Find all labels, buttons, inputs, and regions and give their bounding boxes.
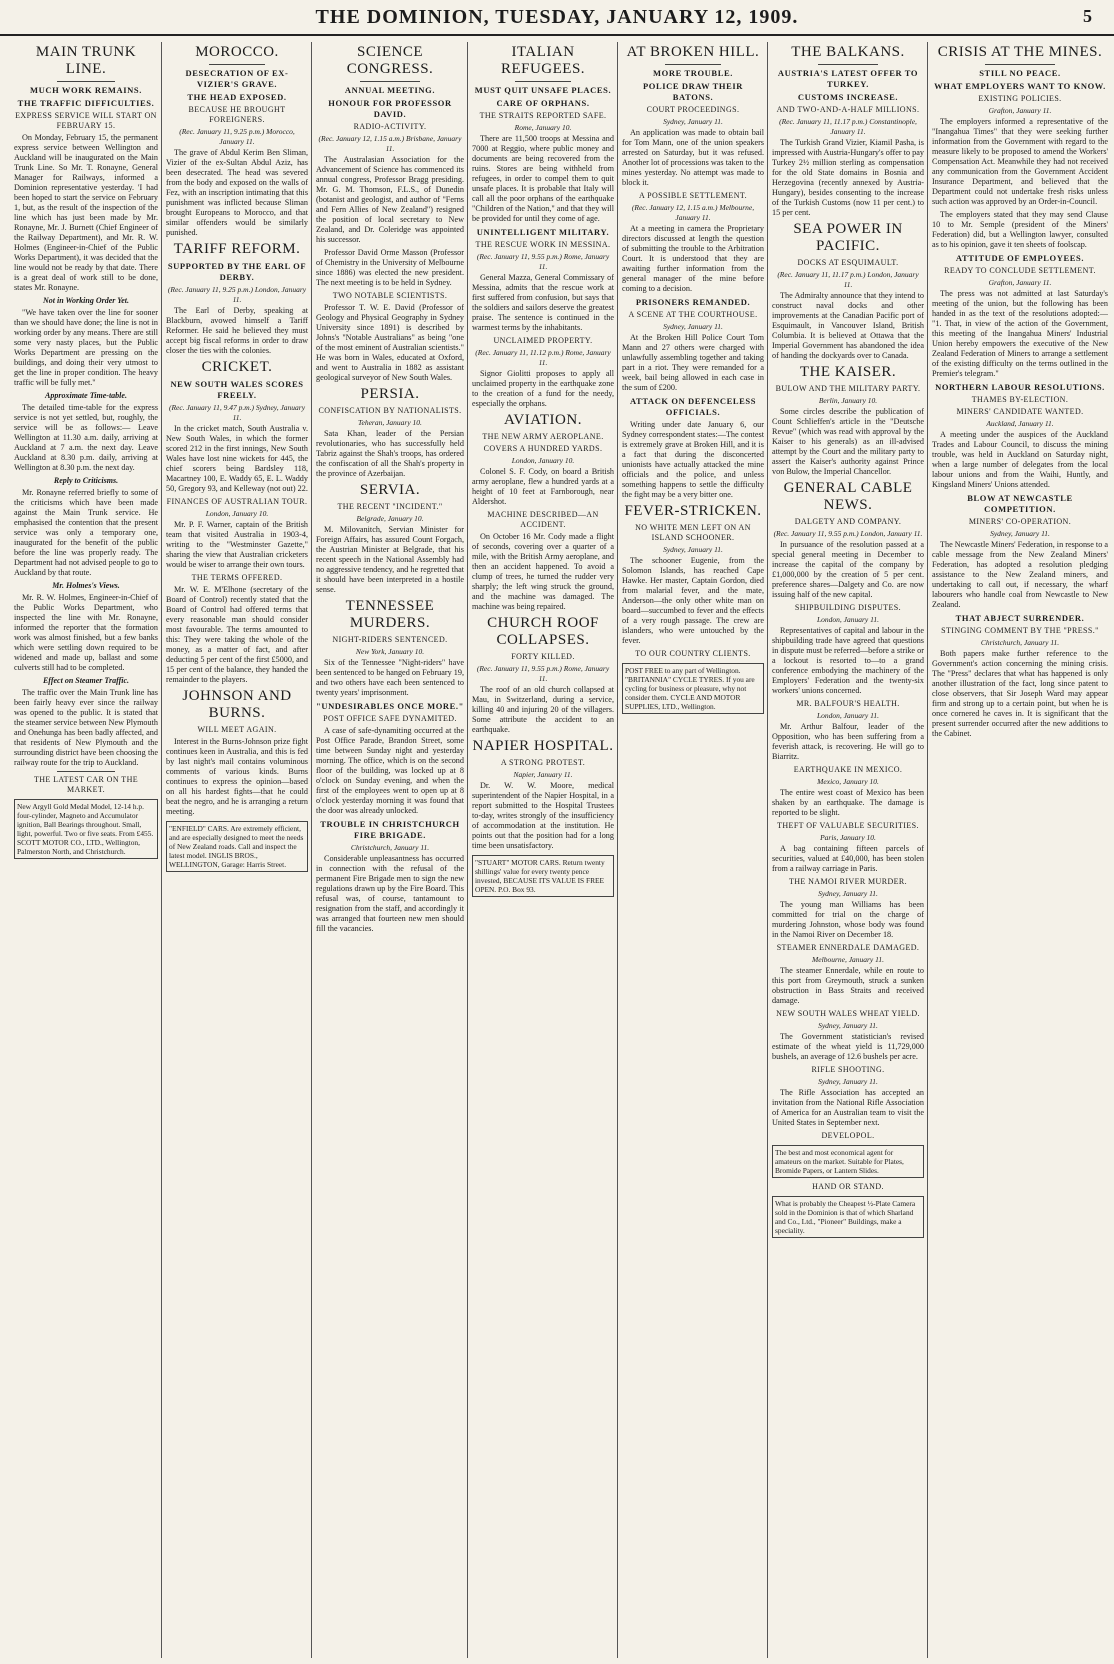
column-broken-hill xyxy=(622,42,764,1658)
paragraph: A meeting under the auspices of the Auckland Trades and Labour Council, to discuss the mining trouble, was held in Auckland on Saturday night, when a large number of delegates from the local labour unions and from the Waihi, Huntly, and Kingsland Miners' Unions attended. xyxy=(932,430,1108,489)
dateline: Grafton, January 11. xyxy=(988,106,1052,115)
paragraph: Six of the Tennessee "Night-riders" have been sentenced to be hanged on February 19, and two others have each been sentenced to twenty years' imprisonment. xyxy=(316,658,464,697)
subheading: ANNUAL MEETING. xyxy=(344,85,436,95)
paragraph: The Australasian Association for the Advancement of Science has commenced its annual congress, Professor Bragg presiding. Mr. G. M. Thomson, F.L.S., of Dunedin (botanist and geologist, and author of "Ferns and Fern Allies of New Zealand") resigned the position of local secretary to New Zealand, and Dr. Coleridge was appointed his successor. xyxy=(316,155,464,244)
paragraph: The Earl of Derby, speaking at Blackburn, avowed himself a Tariff Reformer. He said he believed they must accept big fiscal reforms in order to draw closer the ties with the colonies. xyxy=(166,306,308,355)
column-italian-refugees xyxy=(472,42,614,1658)
subheading: COVERS A HUNDRED YARDS. xyxy=(483,444,603,453)
divider xyxy=(985,64,1055,65)
subheading: THE TERMS OFFERED. xyxy=(191,573,283,582)
article-heading: CRICKET. xyxy=(201,359,273,375)
subheading: A POSSIBLE SETTLEMENT. xyxy=(639,191,747,200)
subheading: MACHINE DESCRIBED—AN ACCIDENT. xyxy=(487,510,599,529)
article-heading: TARIFF REFORM. xyxy=(173,241,301,257)
subheading: FORTY KILLED. xyxy=(511,652,575,661)
paragraph: An application was made to obtain bail for Tom Mann, one of the union speakers arrested on Saturday, but it was refused. Another lot of processions was taken to the mines yesterday. No attempt was made to block it. xyxy=(622,128,764,187)
subheading: MINERS' CO-OPERATION. xyxy=(968,517,1072,526)
subheading: THAT ABJECT SURRENDER. xyxy=(955,613,1085,623)
subheading: MUCH WORK REMAINS. xyxy=(30,85,142,95)
paragraph: Some circles describe the publication of Count Schlieffen's article in the "Deutsche Revue" (which was read with approval by the Kaiser to his generals) as an ill-advised attempt by the Court and the military party to assert the Kaiser's authority against Prince von Bulow, the Imperial Chancellor. xyxy=(772,407,924,476)
subheading: READY TO CONCLUDE SETTLEMENT. xyxy=(944,266,1096,275)
paragraph: A bag containing fifteen parcels of securities, valued at £40,000, has been stolen from a railway carriage in Paris. xyxy=(772,844,924,873)
dateline: (Rec. January 11, 9.55 p.m.) Rome, January 11. xyxy=(476,664,610,683)
paragraph: The press was not admitted at last Saturday's meeting of the union, but the following has been handed in as the text of the resolutions adopted:— "1. That, in view of the action of the Government, this meeting of the Inangahua Miners' Industrial Union hereby empowers the executive of the New Zealand Federation of Miners to arrange a settlement of the existing difficulty on the terms outlined in the Premier's telegram." xyxy=(932,289,1108,378)
advert-heading: THE LATEST CAR ON THE MARKET. xyxy=(33,775,139,794)
subheading: RIFLE SHOOTING. xyxy=(811,1065,885,1074)
dateline: (Rec. January 11, 9.55 p.m.) London, January 11. xyxy=(773,529,923,538)
dateline: London, January 11. xyxy=(817,711,879,720)
dateline: Sydney, January 11. xyxy=(818,1077,878,1086)
paragraph: The detailed time-table for the express service is not yet settled, but, roughly, the service will be as follows:— Leave Wellington at 11.30 a.m. daily, arriving at Auckland at 7 a.m. the next day. Leave Auckland at 8.30 p.m. daily, arriving at Wellington at 8.30 p.m. the next day. xyxy=(14,403,158,472)
dateline: (Rec. January 11, 9.25 p.m.) Morocco, January 11. xyxy=(179,127,295,146)
subheading: AUSTRIA'S LATEST OFFER TO TURKEY. xyxy=(777,68,919,89)
paragraph: M. Milovanitch, Servian Minister for Foreign Affairs, has assured Count Forgach, the Austrian Minister at Belgrade, that his recent speech in the National Assembly had no aggressive tendency, and he regretted that it should have been interpreted in a hostile sense. xyxy=(316,525,464,594)
paragraph: "We have taken over the line for sooner than we should have done; the line is not in working order by any means. There are still some very nasty places, but the Public Works Department are pressing on the buildings, and doing their very utmost to get the line in proper condition. The heavy traffic will be fully met." xyxy=(14,308,158,387)
subheading: THEFT OF VALUABLE SECURITIES. xyxy=(777,821,919,830)
subheading: BULOW AND THE MILITARY PARTY. xyxy=(775,384,921,393)
advertisement: POST FREE to any part of Wellington. "BRITANNIA" CYCLE TYRES. If you are cycling for business or pleasure, why not consider them. CYCLE AND MOTOR SUPPLIES, LTD., Wellington. xyxy=(622,663,764,714)
advertisement: "ENFIELD" CARS. Are extremely efficient, and are especially designed to meet the needs of New Zealand roads. Call and inspect the latest model. INGLIS BROS., WELLINGTON, Garage: Harris Street. xyxy=(166,821,308,872)
dateline: Paris, January 10. xyxy=(820,833,876,842)
column-science-congress xyxy=(316,42,464,1658)
paragraph: Mr. P. F. Warner, captain of the British team that visited Australia in 1903-4, writing to the "Westminster Gazette," sharing the view that Australian cricketers would be wiser to arrange their own tours. xyxy=(166,520,308,569)
subheading: BLOW AT NEWCASTLE COMPETITION. xyxy=(967,493,1073,514)
advert-heading: HAND OR STAND. xyxy=(812,1182,884,1191)
advertisement: "STUART" MOTOR CARS. Return twenty shillings' value for every twenty pence invested, BECAUSE ITS VALUE IS FREE OPEN. P.O. Box 93. xyxy=(472,855,614,897)
subheading: ATTITUDE OF EMPLOYEES. xyxy=(955,253,1085,263)
dateline: Napier, January 11. xyxy=(513,770,573,779)
paragraph: Professor T. W. E. David (Professor of Geology and Physical Geography in Sydney University since 1891) is described by Johns's "Notable Australians" as being "one of the most eminent of Australian scientists." He was born in Wales, educated at Oxford, and went to Australia in 1882 as assistant geological surveyor of New South Wales. xyxy=(316,303,464,382)
paragraph: Representatives of capital and labour in the shipbuilding trade have agreed that questions in dispute must be referred—before a strike or a lockout is resorted to—to a grand conference embodying the machinery of the Employers' Federation and the twenty-six workers' unions concerned. xyxy=(772,626,924,695)
subheading: "UNDESIRABLES ONCE MORE." xyxy=(316,701,464,711)
subheading: PRISONERS REMANDED. xyxy=(635,297,751,307)
subheading: FINANCES OF AUSTRALIAN TOUR. xyxy=(166,497,308,506)
dateline: (Rec. January 12, 1.15 a.m.) Brisbane, January 11. xyxy=(318,134,462,153)
subheading: BECAUSE HE BROUGHT FOREIGNERS. xyxy=(188,105,286,124)
divider xyxy=(209,64,266,65)
paragraph: Sata Khan, leader of the Persian revolutionaries, who has successfully held Tabriz against the Shah's troops, has ordered the confiscation of all the Shah's property in the province of Azerbaijan. xyxy=(316,429,464,478)
article-heading: NAPIER HOSPITAL. xyxy=(472,738,614,754)
article-heading: CHURCH ROOF COLLAPSES. xyxy=(487,615,599,648)
dateline: Sydney, January 11. xyxy=(818,889,878,898)
subheading: DESECRATION OF EX-VIZIER'S GRAVE. xyxy=(185,68,289,89)
paragraph: Mr. R. W. Holmes, Engineer-in-Chief of the Public Works Department, who inspected the line with Mr. Ronayne, informed the reporter that the formation work was almost finished, but a few banks which were settling down required to be widened and made up, ballast and some culverts still had to be completed. xyxy=(14,593,158,672)
dateline: Sydney, January 11. xyxy=(663,545,723,554)
article-heading: FEVER-STRICKEN. xyxy=(624,503,762,519)
dateline: Rome, January 10. xyxy=(514,123,572,132)
subheading: EXISTING POLICIES. xyxy=(978,94,1062,103)
article-heading: TENNESSEE MURDERS. xyxy=(345,598,435,631)
divider xyxy=(665,64,722,65)
dateline: Christchurch, January 11. xyxy=(980,638,1060,647)
subheading: MORE TROUBLE. xyxy=(653,68,733,78)
subheading: CONFISCATION BY NATIONALISTS. xyxy=(318,406,462,415)
subheading: STILL NO PEACE. xyxy=(979,68,1061,78)
dateline: Sydney, January 11. xyxy=(663,117,723,126)
dateline: Melbourne, January 11. xyxy=(812,955,884,964)
subheading: STEAMER ENNERDALE DAMAGED. xyxy=(776,943,920,952)
dateline: New York, January 10. xyxy=(355,647,425,656)
article-heading: CRISIS AT THE MINES. xyxy=(937,44,1103,60)
article-heading: SERVIA. xyxy=(359,482,421,498)
subheading: TO OUR COUNTRY CLIENTS. xyxy=(635,649,751,658)
subheading: NORTHERN LABOUR RESOLUTIONS. xyxy=(935,382,1105,392)
paragraph: Both papers make further reference to the Government's action concerning the mining crisis. The "Press" declares that what has happened is only another illustration of the fact, long since patent to close observers, that Sir Joseph Ward may appear firm and strong up to a certain point, but when he is once cornered he caves in. It is significant that the present surrender occurred after the new additions to the Cabinet. xyxy=(932,649,1108,738)
dateline: (Rec. January 11, 9.55 p.m.) Rome, January 11. xyxy=(476,252,610,271)
paragraph: On Monday, February 15, the permanent express service between Wellington and Auckland will be inaugurated on the Main Trunk Line. So Mr. T. Ronayne, General Manager for Railways, informed a Dominion representative yesterday. 'I had been hoped to start the service on February 1, but, as the result of the inspection of the line which has just been made by Mr. Ronayne, Mr. J. Burnett (Chief Engineer of the Railway Department), and Mr. R. W. Holmes (Engineer-in-Chief of the Public Works Department), it was decided that the line would not be ready by that date. There is a great deal of work still to be done, states Mr. Ronayne. xyxy=(14,133,158,292)
subheading: UNINTELLIGENT MILITARY. xyxy=(476,227,610,237)
paragraph: The grave of Abdul Kerim Ben Sliman, Vizier of the ex-Sultan Abdul Aziz, has been desecrated. The head was severed from the body and exposed on the walls of Fez, with an inscription intimating that this punishment was inflicted because Sliman brought Europeans to Morocco, and that similar offenders would be similarly punished. xyxy=(166,148,308,237)
paragraph: A case of safe-dynamiting occurred at the Post Office Parade, Brandon Street, some time between Sunday night and yesterday morning. The office, which is on the second floor of the building, was locked up at 8 o'clock on Sunday evening, and when the first of the employees went to open up at 8 o'clock yesterday morning it was found that the door was already unlocked. xyxy=(316,726,464,815)
advertisement: The best and most economical agent for amateurs on the market. Suitable for Plates, Bromide Papers, or Lantern Slides. xyxy=(772,1145,924,1178)
dateline: London, January 11. xyxy=(817,615,879,624)
subheading: A STRONG PROTEST. xyxy=(500,758,586,767)
subheading: DALGETY AND COMPANY. xyxy=(794,517,902,526)
column-rule xyxy=(927,42,928,1658)
dateline: Teheran, January 10. xyxy=(358,418,422,427)
column-rule xyxy=(767,42,768,1658)
subheading: SHIPBUILDING DISPUTES. xyxy=(794,603,902,612)
column-rule xyxy=(161,42,162,1658)
subheading: RADIO-ACTIVITY. xyxy=(353,122,427,131)
advertisement: New Argyll Gold Medal Model, 12-14 h.p. four-cylinder, Magneto and Accumulator ignition, Ball Bearings throughout. Small, light, powerful. Two or five seats. From £455. SCOTT MOTOR CO., LTD., Wellington, Palmerston North, and Christchurch. xyxy=(14,799,158,859)
subheading: THE RECENT "INCIDENT." xyxy=(337,502,443,511)
dateline: Grafton, January 11. xyxy=(988,278,1052,287)
dateline: London, January 10. xyxy=(205,509,269,518)
article-heading: MOROCCO. xyxy=(195,44,279,60)
subheading: THE HEAD EXPOSED. xyxy=(187,92,287,102)
subheading: DOCKS AT ESQUIMAULT. xyxy=(797,258,899,267)
subheading: THE RESCUE WORK IN MESSINA. xyxy=(475,240,611,249)
paragraph: The steamer Ennerdale, while en route to this port from Greymouth, struck a sunken obstruction in Bass Straits and received damage. xyxy=(772,966,924,1005)
paragraph: Writing under date January 6, our Sydney correspondent states:—The contest is extremely grave at Broken Hill, and it is a fact that during the disconcerted unionists have actually attacked the mine officials and the police, and unless something happens to settle the difficulty the fight may be a very bitter one. xyxy=(622,420,764,499)
dateline: Sydney, January 11. xyxy=(663,322,723,331)
subheading: SUPPORTED BY THE EARL OF DERBY. xyxy=(167,261,307,282)
subheading: THAMES BY-ELECTION. xyxy=(971,395,1069,404)
subheading: CUSTOMS INCREASE. xyxy=(797,92,899,102)
subheading: STINGING COMMENT BY THE "PRESS." xyxy=(941,626,1099,635)
paragraph: General Mazza, General Commissary of Messina, admits that the rescue work at first suffered from confusion, but says that the soldiers and sailors deserve the greatest praise. The sentence is continued in the warmest terms by the inhabitants. xyxy=(472,273,614,332)
paragraph: On October 16 Mr. Cody made a flight of seconds, covering over a quarter of a mile, with the British Army aeroplane, and then an accident happened. To avoid a clump of trees, he turned the rudder very sharply; the left wing struck the ground, and the machine was damaged. The machine was being repaired. xyxy=(472,532,614,611)
subheading: POST OFFICE SAFE DYNAMITED. xyxy=(323,714,457,723)
paragraph: At a meeting in camera the Proprietary directors discussed at length the question of submitting the trouble to the Arbitration Court. It is understood that they are awaiting further information from the general manager of the mine before coming to a decision. xyxy=(622,224,764,293)
paragraph: Mr. W. E. M'Elhone (secretary of the Board of Control) recently stated that the Board of Control had offered terms that every reasonable man should consider most favourable. The terms amounted to this: They were taking the whole of the money, as a matter of fact, and after deducting 5 per cent of the first £5000, and 15 per cent of the balance, they handed the remainder to the players. xyxy=(166,585,308,684)
dateline: Berlin, January 10. xyxy=(818,396,878,405)
paragraph: Mr. Ronayne referred briefly to some of the criticisms which have been made against the Main Trunk service. He emphasised the contention that the present service was only a temporary one, inaugurated for the benefit of the public before the line was properly ready. The Department had not advised people to go to Auckland by that route. xyxy=(14,488,158,577)
article-heading: SEA POWER IN PACIFIC. xyxy=(793,221,903,254)
masthead-title: THE DOMINION, TUESDAY, JANUARY 12, 1909. xyxy=(315,6,799,28)
masthead xyxy=(0,0,1114,36)
divider xyxy=(57,771,115,772)
column-rule xyxy=(311,42,312,1658)
subheading: WHAT EMPLOYERS WANT TO KNOW. xyxy=(934,81,1106,91)
column-morocco xyxy=(166,42,308,1658)
paragraph: At the Broken Hill Police Court Tom Mann and 27 others were charged with unlawfully assembling together and taking part in a riot. They were remanded for a week, bail being allowed in each case in the sum of £200. xyxy=(622,333,764,392)
dateline: London, January 10. xyxy=(511,456,575,465)
subheading: WILL MEET AGAIN. xyxy=(197,725,277,734)
subheading: TWO NOTABLE SCIENTISTS. xyxy=(332,291,448,300)
paragraph: The schooner Eugenie, from the Solomon Islands, has reached Cape Hawke. Her master, Captain Gordon, died from malarial fever, and the mate, Anderson—the only other white man on board—succumbed to fever and the effects of a very rough passage. The crew are islanders, who were untouched by the fever. xyxy=(622,556,764,645)
paragraph: The Government statistician's revised estimate of the wheat yield is 11,729,000 bushels, an average of 12.6 bushels per acre. xyxy=(772,1032,924,1061)
subheading: THE TRAFFIC DIFFICULTIES. xyxy=(17,98,155,108)
dateline: Auckland, January 11. xyxy=(986,419,1054,428)
dateline: (Rec. January 11, 9.47 p.m.) Sydney, January 11. xyxy=(168,403,306,422)
article-heading: THE BALKANS. xyxy=(791,44,905,60)
article-heading: PERSIA. xyxy=(360,386,420,402)
paragraph: The traffic over the Main Trunk line has been fairly heavy ever since the railway was opened to the public. It is stated that the steamer service between New Plymouth and Onehunga has been badly affected, and that residents of New Plymouth and the surrounding district have been choosing the railway route for the trip to Auckland. xyxy=(14,688,158,767)
paragraph: The employers informed a representative of the "Inangahua Times" that they were seeking further information from the Government with regard to the measure likely to be proposed to amend the Workers' Compensation Act. Meanwhile they had not received any communication from the Government Accident Insurance Department, and believed that the Department could not undertake fresh risks unless such action was approved by an Order-in-Council. xyxy=(932,117,1108,206)
subheading: THE STRAITS REPORTED SAFE. xyxy=(479,111,607,120)
paragraph: Considerable unpleasantness has occurred in connection with the refusal of the permanent Fire Brigade men to sign the new regulations drawn up by the Fire Board. This refusal was, of course, tantamount to resignation from the staff, and accordingly it was arranged that fourteen new men should fill the vacancies. xyxy=(316,854,464,933)
subheading: MR. BALFOUR'S HEALTH. xyxy=(796,699,900,708)
article-heading: ITALIAN REFUGEES. xyxy=(500,44,586,77)
side-heading: Reply to Criticisms. xyxy=(53,476,119,485)
divider xyxy=(360,81,419,82)
dateline: (Rec. January 11, 11.17 p.m.) London, January 11. xyxy=(777,270,919,289)
dateline: (Rec. January 11, 11.12 p.m.) Rome, January 11. xyxy=(475,348,611,367)
subheading: NEW SOUTH WALES WHEAT YIELD. xyxy=(776,1009,920,1018)
side-heading: Mr. Holmes's Views. xyxy=(52,581,120,590)
paragraph: The young man Williams has been committed for trial on the charge of murdering Johnston, whose body was found in the Namoi River on December 18. xyxy=(772,900,924,939)
paragraph: The roof of an old church collapsed at Mau, in Switzerland, during a service, killing 40 and injuring 20 of the villagers. Some attribute the accident to an earthquake. xyxy=(472,685,614,734)
subheading: POLICE DRAW THEIR BATONS. xyxy=(642,81,744,102)
subheading: THE NEW ARMY AEROPLANE. xyxy=(482,432,604,441)
paragraph: The Rifle Association has accepted an invitation from the National Rifle Association of America for an Australian team to visit the United States in September next. xyxy=(772,1088,924,1127)
side-heading: Effect on Steamer Traffic. xyxy=(42,676,130,685)
paragraph: In the cricket match, South Australia v. New South Wales, in which the former scored 212 in the first innings, New South Wales have lost nine wickets for 445, the chief scorers being Bardsley 118, Macartney 100, E. Waddy 65, E. L. Waddy 50, Gregory 93, and Kelleway (not out) 22. xyxy=(166,424,308,493)
side-heading: Approximate Time-table. xyxy=(45,391,127,400)
subheading: HONOUR FOR PROFESSOR DAVID. xyxy=(328,98,452,119)
dateline: Belgrade, January 10. xyxy=(356,514,424,523)
paragraph: Dr. W. W. Moore, medical superintendent of the Napier Hospital, in a report submitted to the Hospital Trustees to-day, writes strongly of the insufficiency of accommodation at the institution. He points out that the position had for a long time been unsatisfactory. xyxy=(472,781,614,850)
dateline: Christchurch, January 11. xyxy=(350,843,430,852)
paragraph: The Turkish Grand Vizier, Kiamil Pasha, is impressed with Austria-Hungary's offer to pay Turkey 2½ million sterling as compensation for the old State domains in Bosnia and Herzegovina (recently annexed by Austria-Hungary), besides consenting to the increase of the Turkish Customs (now 11 per cent.) to 15 per cent. xyxy=(772,138,924,217)
article-heading: SCIENCE CONGRESS. xyxy=(346,44,434,77)
article-heading: GENERAL CABLE NEWS. xyxy=(783,480,913,513)
paragraph: Colonel S. F. Cody, on board a British army aeroplane, flew a hundred yards at a height of 10 feet at Farnborough, near Aldershot. xyxy=(472,467,614,506)
dateline: Sydney, January 11. xyxy=(818,1021,878,1030)
divider xyxy=(57,81,115,82)
paragraph: The Newcastle Miners' Federation, in response to a cable message from the New Zealand Miners' Federation, has adopted a resolution pledging assistance to the New Zealand miners, and undertaking to call out, if necessary, the wharf labourers who handle coal from Newcastle to New Zealand. xyxy=(932,540,1108,609)
subheading: COURT PROCEEDINGS. xyxy=(646,105,740,114)
newspaper-page xyxy=(14,42,1108,1658)
paragraph: Professor David Orme Masson (Professor of Chemistry in the University of Melbourne since 1886) was elected the new president. The next meeting is to be held in Sydney. xyxy=(316,248,464,287)
subheading: TROUBLE IN CHRISTCHURCH FIRE BRIGADE. xyxy=(320,819,460,840)
page-number: 5 xyxy=(1083,6,1092,26)
paragraph: Signor Giolitti proposes to apply all unclaimed property in the earthquake zone to the creation of a fund for the needy, especially the orphans. xyxy=(472,369,614,408)
subheading: ATTACK ON DEFENCELESS OFFICIALS. xyxy=(629,396,757,417)
dateline: (Rec. January 11, 11.17 p.m.) Constantinople, January 11. xyxy=(779,117,917,136)
divider xyxy=(515,81,572,82)
column-balkans xyxy=(772,42,924,1658)
subheading: MINERS' CANDIDATE WANTED. xyxy=(956,407,1084,416)
article-heading: AVIATION. xyxy=(504,412,582,428)
subheading: CARE OF ORPHANS. xyxy=(496,98,590,108)
subheading: AND TWO-AND-A-HALF MILLIONS. xyxy=(776,105,920,114)
dateline: Sydney, January 11. xyxy=(990,529,1050,538)
paragraph: The entire west coast of Mexico has been shaken by an earthquake. The damage is reported to be slight. xyxy=(772,788,924,817)
subheading: NEW SOUTH WALES SCORES FREELY. xyxy=(170,379,304,400)
paragraph: There are 11,500 troops at Messina and 7000 at Reggio, where public money and documents are being recovered from the ruins. Stores are being withheld from refugees, in order to compel them to quit unsafe places. It is probable that Italy will call all the poor orphans of the earthquake "Children of the Nation," and that they will be provided for until they come of age. xyxy=(472,134,614,223)
article-heading: MAIN TRUNK LINE. xyxy=(35,44,137,77)
advertisement: What is probably the Cheapest ½-Plate Camera sold in the Dominion is that of which Sharland and Co., Ltd., "Pioneer" Buildings, make a speciality. xyxy=(772,1196,924,1238)
dateline: Mexico, January 10. xyxy=(817,777,879,786)
article-heading: THE KAISER. xyxy=(799,364,897,380)
paragraph: Mr. Arthur Balfour, leader of the Opposition, who has been suffering from a feverish attack, is recovering. He will go to Biarritz. xyxy=(772,722,924,761)
column-rule xyxy=(617,42,618,1658)
subheading: EXPRESS SERVICE WILL START ON FEBRUARY 15. xyxy=(15,111,157,130)
article-heading: JOHNSON AND BURNS. xyxy=(182,688,292,721)
divider xyxy=(818,64,879,65)
subheading: A SCENE AT THE COURTHOUSE. xyxy=(628,310,758,319)
subheading: NO WHITE MEN LEFT ON AN ISLAND SCHOONER. xyxy=(635,523,751,542)
advert-heading: DEVELOPOL. xyxy=(821,1131,875,1140)
column-crisis-at-mines xyxy=(932,42,1108,1658)
dateline: (Rec. January 11, 9.25 p.m.) London, January 11. xyxy=(167,285,307,304)
column-rule xyxy=(467,42,468,1658)
column-main-trunk-line xyxy=(14,42,158,1658)
paragraph: Interest in the Burns-Johnson prize fight continues keen in Australia, and this is fed by last night's mail contains voluminous comments of various kinds. Burns continues to express the opinion—based on all his hardest fights—that he could beat the negro, and he is arranging a return meeting. xyxy=(166,737,308,816)
paragraph: The Admiralty announce that they intend to construct naval docks and other improvements at the Canadian Pacific port of Esquimault, in Vancouver Island, British Columbia. It is believed at Ottawa that the Imperial Government has abandoned the idea of handing the dockyards over to Canada. xyxy=(772,291,924,360)
article-heading: AT BROKEN HILL. xyxy=(626,44,760,60)
subheading: THE NAMOI RIVER MURDER. xyxy=(788,877,908,886)
subheading: UNCLAIMED PROPERTY. xyxy=(493,336,593,345)
subheading: NIGHT-RIDERS SENTENCED. xyxy=(332,635,448,644)
side-heading: Not in Working Order Yet. xyxy=(42,296,129,305)
paragraph: In pursuance of the resolution passed at a special general meeting in December to increase the capital of the company by £1,000,000 by the creation of 5 per cent. preference shares—Dalgety and Co. are now issuing half of the new capital. xyxy=(772,540,924,599)
dateline: (Rec. January 12, 1.15 a.m.) Melbourne, January 11. xyxy=(631,203,755,222)
subheading: MUST QUIT UNSAFE PLACES. xyxy=(474,85,612,95)
paragraph: The employers stated that they may send Clause 10 to Mr. Semple (president of the Miners' Federation) did, but a Wellington lawyer, consulted as to his opinion, gave it ten sheets of foolscap. xyxy=(932,210,1108,249)
subheading: EARTHQUAKE IN MEXICO. xyxy=(793,765,903,774)
